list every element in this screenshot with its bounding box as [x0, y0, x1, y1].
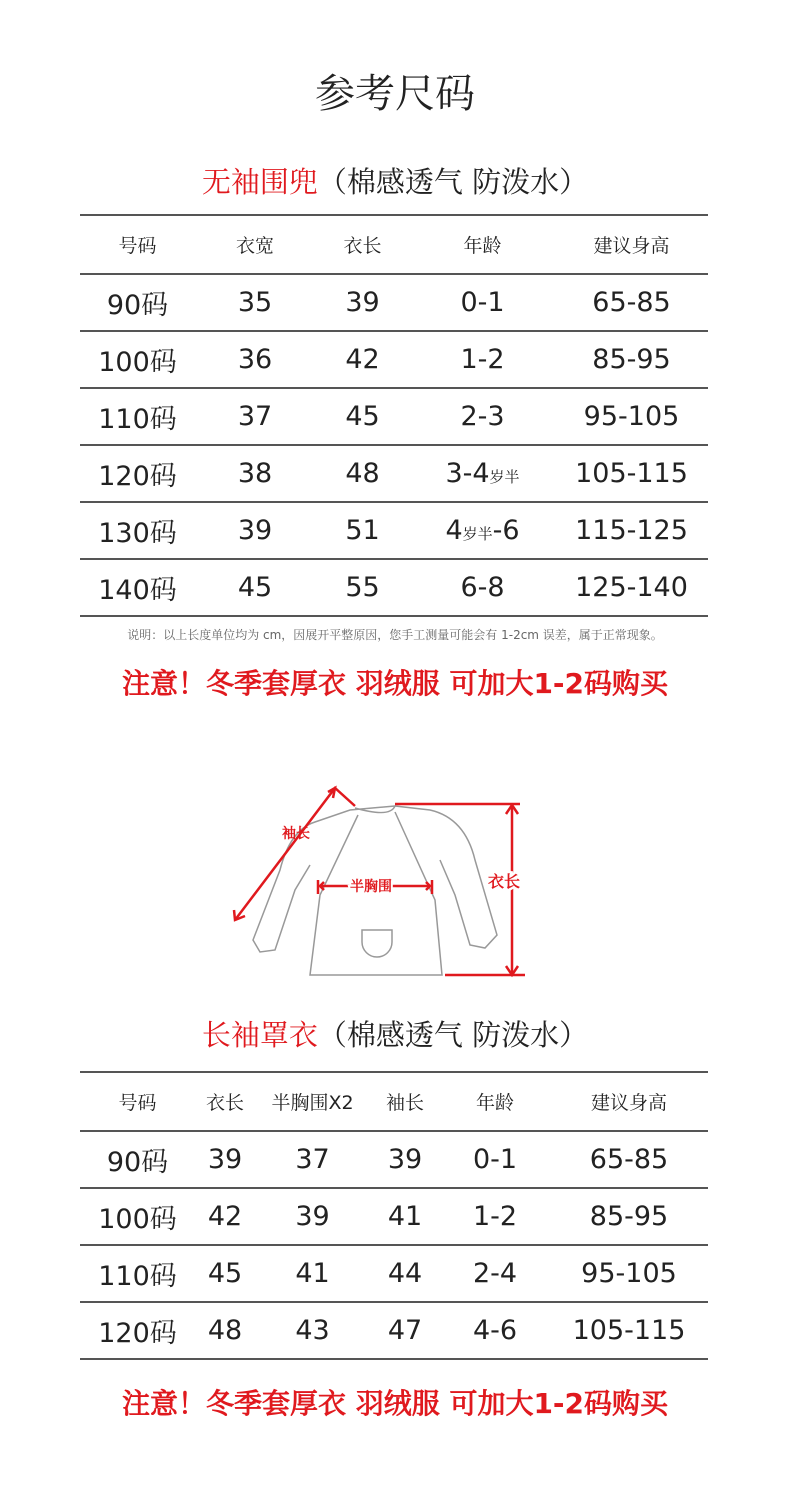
- cell-length: 42: [195, 1188, 255, 1245]
- column-header: 半胸围X2: [255, 1072, 370, 1131]
- cell-size: 100码: [80, 331, 195, 388]
- size-up-warning: 注意！冬季套厚衣 羽绒服 可加大1-2码购买: [121, 1387, 669, 1420]
- body-length-label: 衣长: [488, 872, 521, 891]
- cell-age: [410, 331, 555, 388]
- cell-length: 45: [315, 388, 410, 445]
- page-title: 参考尺码: [315, 71, 475, 117]
- product-name: 长袖罩衣: [201, 1018, 318, 1052]
- age-main: 2-3: [460, 401, 505, 432]
- cell-size: 110码: [80, 1245, 195, 1302]
- size-up-warning: 注意！冬季套厚衣 羽绒服 可加大1-2码购买: [121, 667, 669, 700]
- cell-age: 0-1: [440, 1131, 550, 1188]
- product-features: （棉感透气 防泼水）: [317, 1018, 589, 1052]
- cell-sleeve: 47: [370, 1302, 440, 1359]
- cell-height: 65-85: [550, 1131, 708, 1188]
- column-header: 建议身高: [550, 1072, 708, 1131]
- age-main: 3-4: [445, 458, 490, 489]
- sleeve-length-label: 袖长: [282, 826, 310, 842]
- age-main: 6-8: [460, 572, 505, 603]
- cell-size: 140码: [80, 559, 195, 616]
- cell-length: 45: [195, 1245, 255, 1302]
- table-row: [80, 559, 708, 616]
- cell-chest: 37: [255, 1131, 370, 1188]
- cell-size: 130码: [80, 502, 195, 559]
- cell-height: 115-125: [555, 502, 708, 559]
- longsleeve-size-table: [80, 1071, 708, 1360]
- cell-height: 65-85: [555, 274, 708, 331]
- half-chest-label: 半胸围: [350, 879, 392, 895]
- cell-height: 85-95: [555, 331, 708, 388]
- age-half: 岁半: [462, 525, 493, 543]
- cell-age: [410, 445, 555, 502]
- table-row: [80, 331, 708, 388]
- cell-sleeve: 39: [370, 1131, 440, 1188]
- cell-size: 120码: [80, 445, 195, 502]
- cell-length: 39: [315, 274, 410, 331]
- cell-length: 55: [315, 559, 410, 616]
- cell-size: 110码: [80, 388, 195, 445]
- cell-size: 120码: [80, 1302, 195, 1359]
- cell-width: 35: [195, 274, 315, 331]
- cell-height: 85-95: [550, 1188, 708, 1245]
- garment-diagram: [220, 770, 540, 990]
- cell-age: [410, 388, 555, 445]
- cell-width: 45: [195, 559, 315, 616]
- cell-height: 105-115: [550, 1302, 708, 1359]
- cell-sleeve: 41: [370, 1188, 440, 1245]
- table-row: [80, 445, 708, 502]
- column-header: 衣长: [195, 1072, 255, 1131]
- age-main: 4: [445, 515, 463, 546]
- column-header: 袖长: [370, 1072, 440, 1131]
- column-header: 年龄: [410, 215, 555, 274]
- table-row: [80, 388, 708, 445]
- sleeveless-size-table: [80, 214, 708, 617]
- cell-age: 1-2: [440, 1188, 550, 1245]
- cell-length: 42: [315, 331, 410, 388]
- cell-age: [410, 502, 555, 559]
- cell-width: 38: [195, 445, 315, 502]
- cell-width: 36: [195, 331, 315, 388]
- measurement-note: 说明：以上长度单位均为 cm，因展开平整原因，您手工测量可能会有 1-2cm 误差，属于正常现象。: [127, 628, 663, 642]
- table-row: [80, 1245, 708, 1302]
- cell-height: 95-105: [555, 388, 708, 445]
- table-row: [80, 1131, 708, 1188]
- cell-length: 51: [315, 502, 410, 559]
- cell-size: 100码: [80, 1188, 195, 1245]
- cell-chest: 41: [255, 1245, 370, 1302]
- product-name: 无袖围兜: [201, 165, 318, 199]
- age-main: 1-2: [460, 344, 505, 375]
- cell-age: 2-4: [440, 1245, 550, 1302]
- age-main: 0-1: [460, 287, 505, 318]
- product-features: （棉感透气 防泼水）: [317, 165, 589, 199]
- cell-age: [410, 274, 555, 331]
- column-header: 年龄: [440, 1072, 550, 1131]
- cell-age: 4-6: [440, 1302, 550, 1359]
- table-row: [80, 274, 708, 331]
- cell-length: 39: [195, 1131, 255, 1188]
- cell-height: 105-115: [555, 445, 708, 502]
- sleeveless-heading: [0, 160, 790, 201]
- cell-chest: 43: [255, 1302, 370, 1359]
- cell-width: 37: [195, 388, 315, 445]
- table-row: [80, 502, 708, 559]
- column-header: 号码: [80, 215, 195, 274]
- table-row: [80, 1188, 708, 1245]
- cell-chest: 39: [255, 1188, 370, 1245]
- cell-width: 39: [195, 502, 315, 559]
- column-header: 衣长: [315, 215, 410, 274]
- table-row: [80, 1302, 708, 1359]
- cell-height: 125-140: [555, 559, 708, 616]
- cell-length: 48: [315, 445, 410, 502]
- cell-size: 90码: [80, 1131, 195, 1188]
- cell-height: 95-105: [550, 1245, 708, 1302]
- cell-age: [410, 559, 555, 616]
- column-header: 号码: [80, 1072, 195, 1131]
- age-half: 岁半: [489, 468, 520, 486]
- cell-length: 48: [195, 1302, 255, 1359]
- age-tail: -6: [492, 515, 520, 546]
- column-header: 衣宽: [195, 215, 315, 274]
- column-header: 建议身高: [555, 215, 708, 274]
- cell-size: 90码: [80, 274, 195, 331]
- cell-sleeve: 44: [370, 1245, 440, 1302]
- longsleeve-heading: [0, 1013, 790, 1054]
